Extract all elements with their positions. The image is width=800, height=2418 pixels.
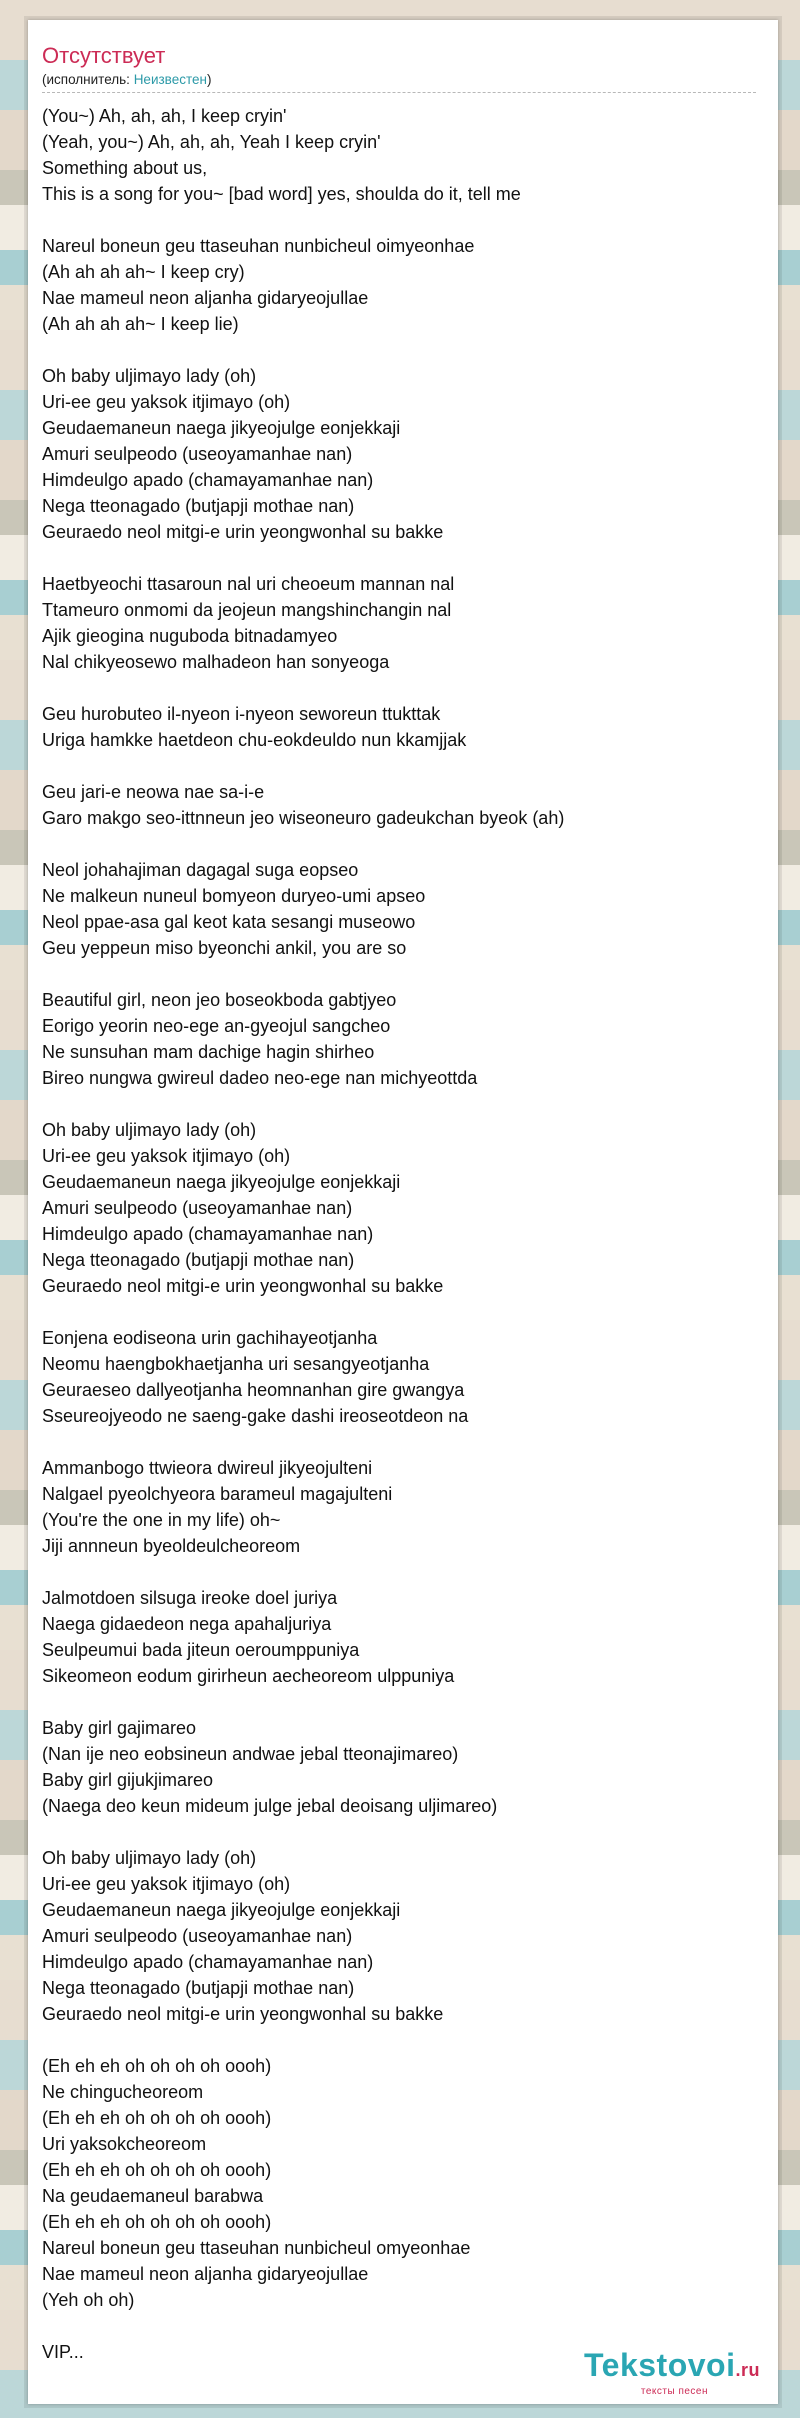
stanza-gap [42, 1299, 778, 1325]
lyric-line: (Nan ije neo eobsineun andwae jebal tteonajimareo) [42, 1744, 459, 1764]
stanza-gap [42, 1429, 778, 1455]
stanza-gap [42, 1689, 778, 1715]
lyrics-stanza [42, 571, 778, 675]
lyrics-stanza [42, 701, 778, 753]
stanza-gap [42, 2313, 778, 2339]
title-divider [42, 92, 756, 93]
artist-prefix: (исполнитель: [42, 72, 134, 87]
lyric-line: Oh baby uljimayo lady (oh) [42, 366, 257, 386]
lyric-line: Geuraeseo dallyeotjanha heomnanhan gire gwangya [42, 1380, 465, 1400]
song-title: Отсутствует [42, 43, 166, 68]
lyric-line: Geu hurobuteo il-nyeon i-nyeon seworeun ttukttak [42, 704, 441, 724]
lyric-line: Geudaemaneun naega jikyeojulge eonjekkaji [42, 418, 401, 438]
lyric-line: Amuri seulpeodo (useoyamanhae nan) [42, 1926, 353, 1946]
site-logo[interactable] [550, 2347, 760, 2397]
lyric-line: Nalgael pyeolchyeora barameul magajulteni [42, 1484, 393, 1504]
lyric-line: Jalmotdoen silsuga ireoke doel juriya [42, 1588, 338, 1608]
lyric-line: (Ah ah ah ah~ I keep cry) [42, 262, 245, 282]
lyric-line: Nae mameul neon aljanha gidaryeojullae [42, 2264, 369, 2284]
artist-line [42, 72, 778, 88]
lyric-line: Uri-ee geu yaksok itjimayo (oh) [42, 1146, 291, 1166]
lyric-line: Neol ppae-asa gal keot kata sesangi museowo [42, 912, 416, 932]
lyric-line: Amuri seulpeodo (useoyamanhae nan) [42, 1198, 353, 1218]
lyric-line: Beautiful girl, neon jeo boseokboda gabtjyeo [42, 990, 397, 1010]
stanza-gap [42, 1559, 778, 1585]
lyric-line: Something about us, [42, 158, 208, 178]
lyrics-stanza [42, 2053, 778, 2313]
artist-suffix: ) [206, 72, 212, 87]
lyric-line: (Eh eh eh oh oh oh oh oooh) [42, 2108, 272, 2128]
lyric-line: Nega tteonagado (butjapji mothae nan) [42, 496, 355, 516]
stanza-gap [42, 545, 778, 571]
logo-tld: .ru [735, 2360, 760, 2380]
lyric-line: Uri-ee geu yaksok itjimayo (oh) [42, 392, 291, 412]
lyric-line: Ttameuro onmomi da jeojeun mangshinchangin nal [42, 600, 452, 620]
lyric-line: Oh baby uljimayo lady (oh) [42, 1120, 257, 1140]
lyric-line: Eonjena eodiseona urin gachihayeotjanha [42, 1328, 378, 1348]
lyrics-stanza [42, 103, 778, 207]
stanza-gap [42, 961, 778, 987]
lyric-line: Garo makgo seo-ittnneun jeo wiseoneuro gadeukchan byeok (ah) [42, 808, 565, 828]
lyric-line: Na geudaemaneul barabwa [42, 2186, 264, 2206]
lyric-line: Geudaemaneun naega jikyeojulge eonjekkaji [42, 1900, 401, 1920]
lyric-line: Geuraedo neol mitgi-e urin yeongwonhal su bakke [42, 2004, 444, 2024]
lyrics-stanza [42, 1845, 778, 2027]
lyric-line: Himdeulgo apado (chamayamanhae nan) [42, 470, 374, 490]
lyric-line: (Eh eh eh oh oh oh oh oooh) [42, 2160, 272, 2180]
lyric-line: Geuraedo neol mitgi-e urin yeongwonhal su bakke [42, 1276, 444, 1296]
lyric-line: (Yeh oh oh) [42, 2290, 135, 2310]
lyric-line: Sseureojyeodo ne saeng-gake dashi ireoseotdeon na [42, 1406, 469, 1426]
logo-tagline: тексты песен [640, 2386, 708, 2397]
lyrics-stanza [42, 1325, 778, 1429]
lyric-line: (You're the one in my life) oh~ [42, 1510, 281, 1530]
lyric-line: This is a song for you~ [bad word] yes, shoulda do it, tell me [42, 184, 521, 204]
lyric-line: Baby girl gajimareo [42, 1718, 197, 1738]
lyrics-stanza [42, 1117, 778, 1299]
lyric-line: Geuraedo neol mitgi-e urin yeongwonhal su bakke [42, 522, 444, 542]
lyric-line: Seulpeumui bada jiteun oeroumppuniya [42, 1640, 360, 1660]
lyrics-stanza [42, 1455, 778, 1559]
lyric-line: Ne sunsuhan mam dachige hagin shirheo [42, 1042, 375, 1062]
logo-wordmark: Tekstovoi [583, 2347, 736, 2383]
lyric-line: Oh baby uljimayo lady (oh) [42, 1848, 257, 1868]
lyric-line: Baby girl gijukjimareo [42, 1770, 214, 1790]
lyric-line: Himdeulgo apado (chamayamanhae nan) [42, 1952, 374, 1972]
lyrics-body [42, 103, 778, 2365]
lyric-line: Naega gidaedeon nega apahaljuriya [42, 1614, 332, 1634]
stanza-gap [42, 2027, 778, 2053]
lyrics-stanza [42, 363, 778, 545]
lyric-line: (You~) Ah, ah, ah, I keep cryin' [42, 106, 287, 126]
stanza-gap [42, 1819, 778, 1845]
lyric-line: (Eh eh eh oh oh oh oh oooh) [42, 2056, 272, 2076]
lyric-line: Ne malkeun nuneul bomyeon duryeo-umi apseo [42, 886, 426, 906]
stanza-gap [42, 753, 778, 779]
lyric-line: (Naega deo keun mideum julge jebal deoisang uljimareo) [42, 1796, 498, 1816]
lyric-line: Nega tteonagado (butjapji mothae nan) [42, 1250, 355, 1270]
stanza-gap [42, 1091, 778, 1117]
lyrics-stanza [42, 857, 778, 961]
lyric-line: Geu jari-e neowa nae sa-i-e [42, 782, 265, 802]
lyric-line: Sikeomeon eodum girirheun aecheoreom ulppuniya [42, 1666, 455, 1686]
lyric-line: (Yeah, you~) Ah, ah, ah, Yeah I keep cryin' [42, 132, 381, 152]
lyric-line: VIP... [42, 2342, 84, 2362]
lyric-line: Geudaemaneun naega jikyeojulge eonjekkaji [42, 1172, 401, 1192]
stanza-gap [42, 337, 778, 363]
lyric-line: Nega tteonagado (butjapji mothae nan) [42, 1978, 355, 1998]
lyric-line: Uriga hamkke haetdeon chu-eokdeuldo nun kkamjjak [42, 730, 467, 750]
lyric-line: (Ah ah ah ah~ I keep lie) [42, 314, 239, 334]
lyric-line: Bireo nungwa gwireul dadeo neo-ege nan michyeottda [42, 1068, 478, 1088]
lyric-line: Uri-ee geu yaksok itjimayo (oh) [42, 1874, 291, 1894]
stanza-gap [42, 831, 778, 857]
lyrics-card [28, 20, 778, 2404]
stanza-gap [42, 675, 778, 701]
artist-link[interactable]: Неизвестен [133, 72, 207, 87]
lyric-line: Neomu haengbokhaetjanha uri sesangyeotjanha [42, 1354, 430, 1374]
lyric-line: Haetbyeochi ttasaroun nal uri cheoeum mannan nal [42, 574, 455, 594]
lyric-line: Uri yaksokcheoreom [42, 2134, 207, 2154]
lyrics-stanza [42, 233, 778, 337]
lyric-line: Ammanbogo ttwieora dwireul jikyeojulteni [42, 1458, 373, 1478]
lyric-line: Nareul boneun geu ttaseuhan nunbicheul oimyeonhae [42, 236, 475, 256]
lyric-line: Nareul boneun geu ttaseuhan nunbicheul omyeonhae [42, 2238, 471, 2258]
lyric-line: (Eh eh eh oh oh oh oh oooh) [42, 2212, 272, 2232]
lyric-line: Eorigo yeorin neo-ege an-gyeojul sangcheo [42, 1016, 391, 1036]
lyrics-stanza [42, 1715, 778, 1819]
lyrics-stanza [42, 779, 778, 831]
lyric-line: Nal chikyeosewo malhadeon han sonyeoga [42, 652, 390, 672]
lyric-line: Himdeulgo apado (chamayamanhae nan) [42, 1224, 374, 1244]
lyric-line: Jiji annneun byeoldeulcheoreom [42, 1536, 301, 1556]
lyric-line: Ne chingucheoreom [42, 2082, 204, 2102]
lyric-line: Amuri seulpeodo (useoyamanhae nan) [42, 444, 353, 464]
lyric-line: Neol johahajiman dagagal suga eopseo [42, 860, 359, 880]
lyrics-stanza [42, 987, 778, 1091]
lyric-line: Ajik gieogina nuguboda bitnadamyeo [42, 626, 338, 646]
lyric-line: Geu yeppeun miso byeonchi ankil, you are so [42, 938, 407, 958]
lyric-line: Nae mameul neon aljanha gidaryeojullae [42, 288, 369, 308]
stanza-gap [42, 207, 778, 233]
lyrics-stanza [42, 1585, 778, 1689]
